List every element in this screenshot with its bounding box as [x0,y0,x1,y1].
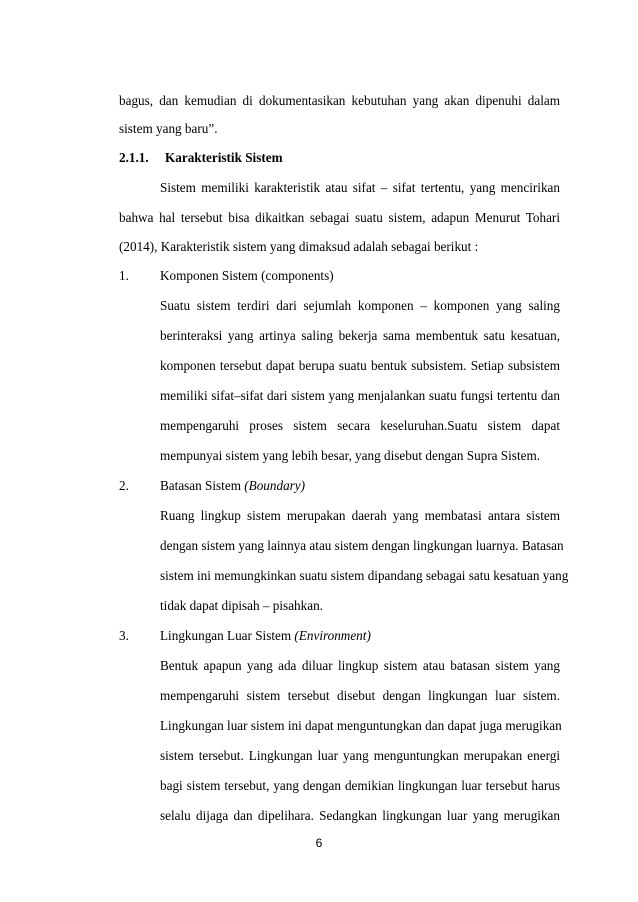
item-3-line-4: sistem tersebut. Lingkungan luar yang menguntungkan merupakan energi [160,748,560,763]
section-para-line-2: bahwa hal tersebut bisa dikaitkan sebagai suatu sistem, adapun Menurut Tohari [119,210,560,225]
item-3-line-2: mempengaruhi sistem tersebut disebut dengan lingkungan luar sistem. [160,688,560,703]
section-para-line-3: (2014), Karakteristik sistem yang dimaksud adalah sebagai berikut : [119,239,479,254]
item-3-line-6: selalu dijaga dan dipelihara. Sedangkan lingkungan luar yang merugikan [160,808,560,823]
item-1-line-2: berinteraksi yang artinya saling bekerja sama membentuk satu kesatuan, [160,328,560,343]
section-number: 2.1.1. [119,150,149,165]
item-3-line-5: bagi sistem tersebut, yang dengan demikian lingkungan luar tersebut harus [160,778,560,793]
item-2-title-text: Batasan Sistem [160,478,245,493]
item-2-line-4: tidak dapat dipisah – pisahkan. [160,598,323,613]
item-3-title-italic: (Environment) [294,628,371,643]
item-1-line-5: mempengaruhi proses sistem secara keseluruhan.Suatu sistem dapat [160,418,560,433]
item-2-line-2: dengan sistem yang lainnya atau sistem dengan lingkungan luarnya. Batasan [160,538,564,553]
section-title: Karakteristik Sistem [165,150,283,165]
item-1-line-1: Suatu sistem terdiri dari sejumlah komponen – komponen yang saling [160,298,560,313]
item-2-title [160,478,305,494]
page-number: 6 [315,836,323,850]
item-1-title [160,268,334,284]
item-2-title-italic: (Boundary) [244,478,306,493]
intro-line-1: bagus, dan kemudian di dokumentasikan kebutuhan yang akan dipenuhi dalam [119,93,560,108]
intro-line-2: sistem yang baru”. [119,121,218,136]
item-3-line-3: Lingkungan luar sistem ini dapat menguntungkan dan dapat juga merugikan [160,718,562,733]
section-heading [119,150,560,166]
item-1-title-text: Komponen Sistem (components) [160,268,334,283]
item-3-line-1: Bentuk apapun yang ada diluar lingkup sistem atau batasan sistem yang [160,658,560,673]
item-1-line-3: komponen tersebut dapat berupa suatu bentuk subsistem. Setiap subsistem [160,358,560,373]
item-1-line-4: memiliki sifat–sifat dari sistem yang menjalankan suatu fungsi tertentu dan [160,388,560,403]
section-para-line-1: Sistem memiliki karakteristik atau sifat – sifat tertentu, yang mencirikan [160,180,560,195]
item-2-line-1: Ruang lingkup sistem merupakan daerah yang membatasi antara sistem [160,508,560,523]
item-2-number: 2. [119,478,129,493]
item-3-number: 3. [119,628,129,643]
item-1-line-6: mempunyai sistem yang lebih besar, yang disebut dengan Supra Sistem. [160,448,541,463]
item-1-number: 1. [119,268,129,283]
item-3-title-text: Lingkungan Luar Sistem [160,628,295,643]
item-2-line-3: sistem ini memungkinkan suatu sistem dipandang sebagai satu kesatuan yang [160,568,569,583]
item-3-title [160,628,371,644]
